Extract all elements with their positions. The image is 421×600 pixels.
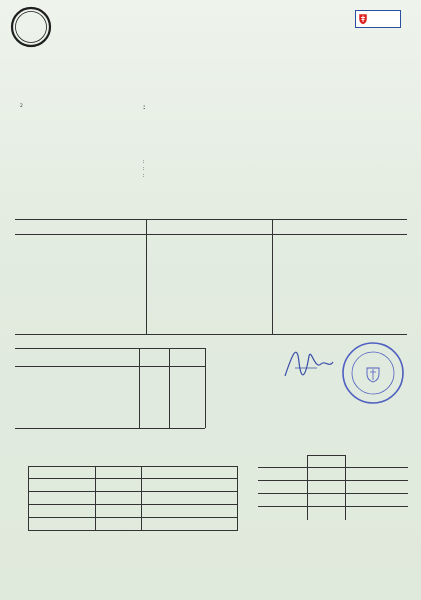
table-border <box>205 348 206 428</box>
cert-cell <box>29 518 96 531</box>
ext-cell <box>308 481 346 494</box>
table-border <box>15 366 205 367</box>
birth-info: : <box>142 160 145 165</box>
ext-cell <box>258 494 308 507</box>
cert-cell <box>95 505 141 518</box>
table-border <box>15 219 407 220</box>
slovak-shield-icon <box>358 13 368 25</box>
designation-value: : <box>142 102 147 111</box>
employer-extension-table <box>258 455 408 520</box>
ext-col-date <box>258 456 308 468</box>
table-border <box>15 334 407 335</box>
employer-info: : <box>142 167 145 172</box>
ext-cell <box>308 494 346 507</box>
cert-body-extension-table <box>28 466 238 531</box>
ext-col-signature <box>308 456 346 468</box>
cert-col-date <box>29 467 96 479</box>
ext-cell <box>308 468 346 481</box>
vuz-logo-icon <box>10 6 52 48</box>
official-seal-icon <box>340 340 406 406</box>
ext-cell <box>258 507 308 520</box>
snas-badge <box>355 10 401 28</box>
ext-cell <box>345 494 408 507</box>
standard-info: : <box>142 174 145 179</box>
cert-cell <box>141 518 237 531</box>
cert-col-signature <box>95 467 141 479</box>
ext-cell <box>258 481 308 494</box>
cert-cell <box>29 505 96 518</box>
guilloche-rosette-icon <box>286 86 406 206</box>
cert-cell <box>95 479 141 492</box>
table-border <box>15 234 407 235</box>
cert-cell <box>141 505 237 518</box>
ext-cell <box>345 468 408 481</box>
table-border <box>146 219 147 334</box>
table-border <box>15 428 205 429</box>
cert-col-position <box>141 467 237 479</box>
cert-cell <box>141 492 237 505</box>
table-border <box>272 219 273 334</box>
ext-cell <box>345 507 408 520</box>
row-number: 2 <box>20 104 23 109</box>
table-border <box>169 348 170 428</box>
ext-col-position <box>345 456 408 468</box>
ext-cell <box>345 481 408 494</box>
signature-icon <box>275 342 335 382</box>
cert-cell <box>141 479 237 492</box>
table-border <box>15 348 205 349</box>
table-border <box>139 348 140 428</box>
ext-cell <box>258 468 308 481</box>
cert-cell <box>29 479 96 492</box>
cert-cell <box>29 492 96 505</box>
ext-cell <box>308 507 346 520</box>
cert-cell <box>95 518 141 531</box>
cert-cell <box>95 492 141 505</box>
